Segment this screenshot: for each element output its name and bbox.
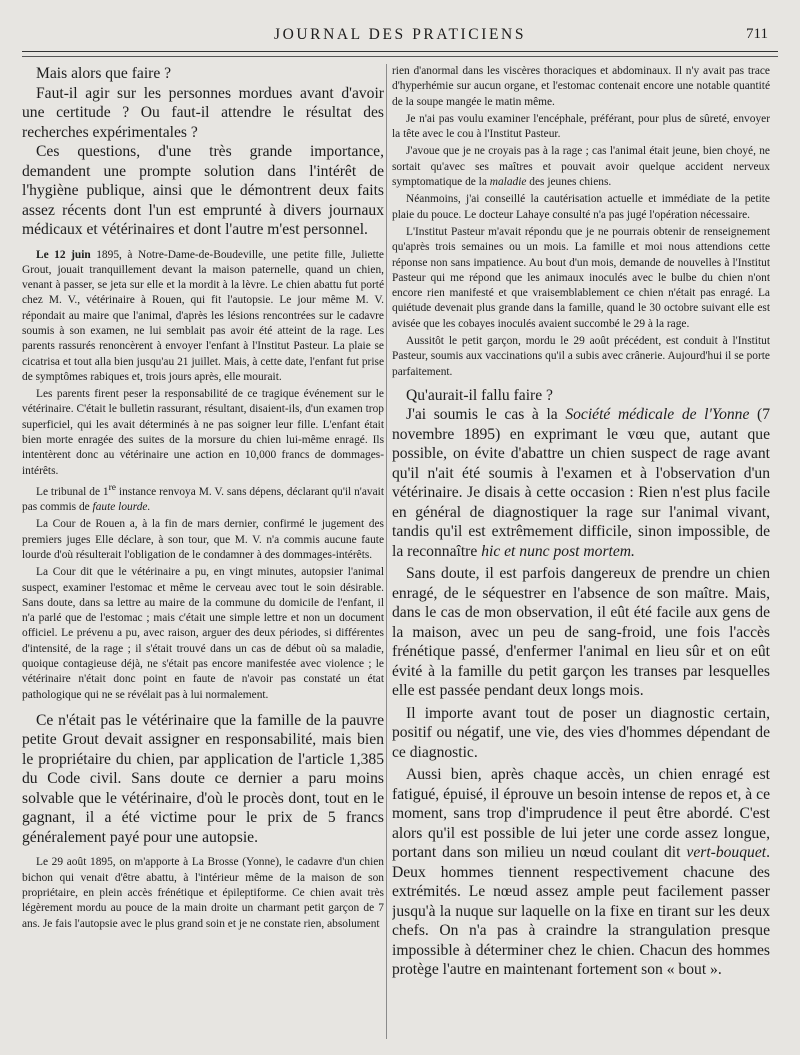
paragraph <box>392 405 770 561</box>
page-header <box>22 26 778 50</box>
paragraph: Il importe avant tout de poser un diagnostic certain, positif ou négatif, une vie, des vies d'hommes dépendant de ce diagnostic. <box>392 704 770 761</box>
section-question: Qu'aurait-il fallu faire ? <box>406 386 553 404</box>
paragraph: La Cour dit que le vétérinaire a pu, en vingt minutes, autopsier l'animal suspect, examiner l'estomac et même le cerveau avec tout le soin désirable. Sans doute, dans sa lettre au maire de la commune du domicile de l'enfant, il n'a parlé que de l'estomac ; mais c'était une simple lettre et non un document officiel. Le prévenu a pu, avec raison, arguer des deux périodes, si différentes d'intensité, de la rage ; il s'était trouvé dans un cas de début où sa maladie, quoique contagieuse déjà, ne s'était pas encore manifestée avec violence ; le vétérinaire n'était donc point en faute de n'avoir pas constaté un état pathologique qui ne se révélait pas à lui normalement. <box>22 566 384 701</box>
paragraph-text: Le tribunal de 1 <box>36 485 109 498</box>
paragraph-text: (7 novembre 1895) en exprimant le vœu que, autant que possible, on évite d'abattre un chien suspect de rage avant qu'il n'ait été soumis à l'examen et à l'observation d'un vétérinaire. Je disais à cette occasion : Rien n'est plus facile en général de diagnostiquer la rage sur l'animal vivant, tandis qu'il est extrêmement difficile, sinon impossible, de la reconnaître <box>392 406 770 560</box>
paragraph: Aussitôt le petit garçon, mordu le 29 août précédent, est conduit à l'Institut Pasteur, soumis aux vaccinations qu'il a subis avec crânerie. Aujourd'hui il se porte parfaitement. <box>392 335 770 378</box>
paragraph-text: instance renvoya M. V. sans dépens, déclarant qu'il n'avait pas commis de <box>22 485 384 514</box>
paragraph: Les parents firent peser la responsabilité de ce tragique événement sur le vétérinaire. C'était le bulletin rassurant, résultant, disaient-ils, d'un examen trop superficiel, qui les avait déterminés à ne pas soigner leur fille. L'enfant était bien morte enragée des suites de la morsure du chien lui-même enragé. Ils intentèrent donc au vétérinaire une action en 10,000 francs de dommages-intérêts. <box>22 388 384 477</box>
italic-term: maladie <box>489 176 527 189</box>
paragraph: L'Institut Pasteur m'avait répondu que je ne pourrais obtenir de renseignement qu'après trois semaines ou un mois. La famille et moi nous attendions cette réponse non sans impatience. Au bout d'un mois, demande de nouvelles à l'Institut Pasteur qui me répond que les animaux inoculés avec le bulbe du chien n'ont encore rien manifesté et que vraisemblablement ce chien n'était pas enragé. La quiétude devenait plus grande dans la famille, quand le 30 octobre suivant elle est avisée que les cobayes inoculés avaient succombé le 29 à la rage. <box>392 225 770 330</box>
paragraph <box>392 144 770 190</box>
running-title: JOURNAL DES PRATICIENS <box>273 26 527 43</box>
paragraph-text: . Deux hommes tiennent respectivement chacune des extrémités. Le nœud assez ample peut facilement passer jusqu'à la nuque sur laquelle on la fixe en tirant sur les deux chefs. On n'a pas à craindre la strangulation presque impossible à déterminer chez le chien. Chacun des hommes protège l'autre en maintenant fortement son « bout ». <box>392 844 770 979</box>
italic-term: faute lourde. <box>92 501 151 514</box>
paragraph: Néanmoins, j'ai conseillé la cautérisation actuelle et immédiate de la petite plaie du pouce. Le docteur Lahaye consulté n'a pas jugé l'opération nécessaire. <box>392 193 770 221</box>
italic-term: hic et nunc post mortem. <box>481 542 635 560</box>
paragraph-text: J'ai soumis le cas à la <box>406 406 566 424</box>
paragraph: Ce n'était pas le vétérinaire que la famille de la pauvre petite Grout devait assigner en responsabilité, mais bien le propriétaire du chien, par application de l'article 1,385 du Code civil. Sans doute ce dernier a paru moins solvable que le vétérinaire, d'où le procès dont, tout en le gagnant, il a été victime pour le prix de 5 francs généralement payé pour une autopsie. <box>22 711 384 846</box>
paragraph-text: 1895, à Notre-Dame-de-Boudeville, une petite fille, Juliette Grout, jouait tranquillement devant la maison paternelle, quand un chien, venant à passer, se jeta sur elle et la mordit à la lèvre. Le chien abattu fut porté chez M. V., vétérinaire à Rouen, qui fit l'autopsie. Le jour même M. V. répondait au maire que l'animal, d'après les lésions rencontrées sur le cadavre soumis à son examen, ne lui semblait pas avoir été atteint de la rage. Les parents rassurés renoncèrent à envoyer l'enfant à l'Institut Pasteur. La plaie se cicatrisa et tout alla bien jusqu'au 21 juillet. Mais, à cette date, l'enfant fut prise de symptômes rabiques et, trois jours après, elle mourait. <box>22 248 384 383</box>
column-divider <box>386 64 387 1039</box>
paragraph: Je n'ai pas voulu examiner l'encéphale, préférant, pour plus de sûreté, envoyer la tête avec le cou à l'Institut Pasteur. <box>392 112 770 141</box>
paragraph <box>392 765 770 980</box>
paragraph: La Cour de Rouen a, à la fin de mars dernier, confirmé le jugement des premiers juges Elle déclare, à son tour, que M. V. n'a commis aucune faute lourde d'où résulterait l'obligation de le condamner à des dommages-intérêts. <box>22 518 384 561</box>
paragraph-text: J'avoue que je ne croyais pas à la rage ; cas l'animal était jeune, bien choyé, ne sortait qu'avec ses maîtres et pouvait avoir quelque accident nerveux symptomatique de la <box>392 145 770 189</box>
paragraph: Mais alors que faire ? <box>36 65 172 82</box>
paragraph: Faut-il agir sur les personnes mordues avant d'avoir une certitude ? Ou faut-il attendre le résultat des recherches expérimentales ? <box>22 84 384 141</box>
left-column <box>22 64 384 1043</box>
superscript: re <box>108 482 116 493</box>
paragraph-text: Aussi bien, après chaque accès, un chien enragé est fatigué, épuisé, il éprouve un besoin intense de repos et, à ce moment, sans trop d'imprudence il peut être abordé. C'est alors qu'il est possible de lui jeter une corde assez longue, portant dans son milieu un nœud coulant dit <box>392 766 770 862</box>
paragraph <box>22 481 384 515</box>
case-date: Le 12 juin <box>36 248 91 261</box>
paragraph <box>22 248 384 386</box>
page-number: 711 <box>746 26 768 42</box>
paragraph: Le 29 août 1895, on m'apporte à La Brosse (Yonne), le cadavre d'un chien bichon qui venait d'être abattu, à l'intérieur même de la maison de son propriétaire, en plein accès frénétique et épileptiforme. Ce chien avait très légèrement mordu au pouce de la main droite un charmant petit garçon de 7 ans. Je fais l'autopsie avec le plus grand soin et je ne constate rien, absolument <box>22 856 384 930</box>
paragraph: Ces questions, d'une très grande importance, demandent une prompte solution dans l'intérêt de l'hygiène publique, ainsi que le démontrent deux faits assez récents dont l'un est emprunté à divers journaux médicaux et vétérinaires et dont l'autre m'est personnel. <box>22 143 384 238</box>
paragraph: rien d'anormal dans les viscères thoraciques et abdominaux. Il n'y avait pas trace d'hyperhémie sur aucun organe, et l'estomac contenait encore une notable quantité de la soupe mangée le matin même. <box>392 65 770 108</box>
header-rule <box>22 51 778 57</box>
right-column <box>392 64 770 1043</box>
italic-term: Société médicale de l'Yonne <box>565 406 750 424</box>
italic-term: vert-bouquet <box>686 844 767 862</box>
paragraph-text: des jeunes chiens. <box>526 176 612 189</box>
paragraph: Sans doute, il est parfois dangereux de prendre un chien enragé, de le séquestrer en l'absence de son maître. Mais, dans le cas de mon observation, il eût été facile aux gens de la maison, avec un peu de sang-froid, une fois l'accès frénétique passé, d'enfermer l'animal en lieu sûr et on eût évité à la famille du petit garçon les transes par lesquelles elle est passée pendant deux longs mois. <box>392 565 770 700</box>
